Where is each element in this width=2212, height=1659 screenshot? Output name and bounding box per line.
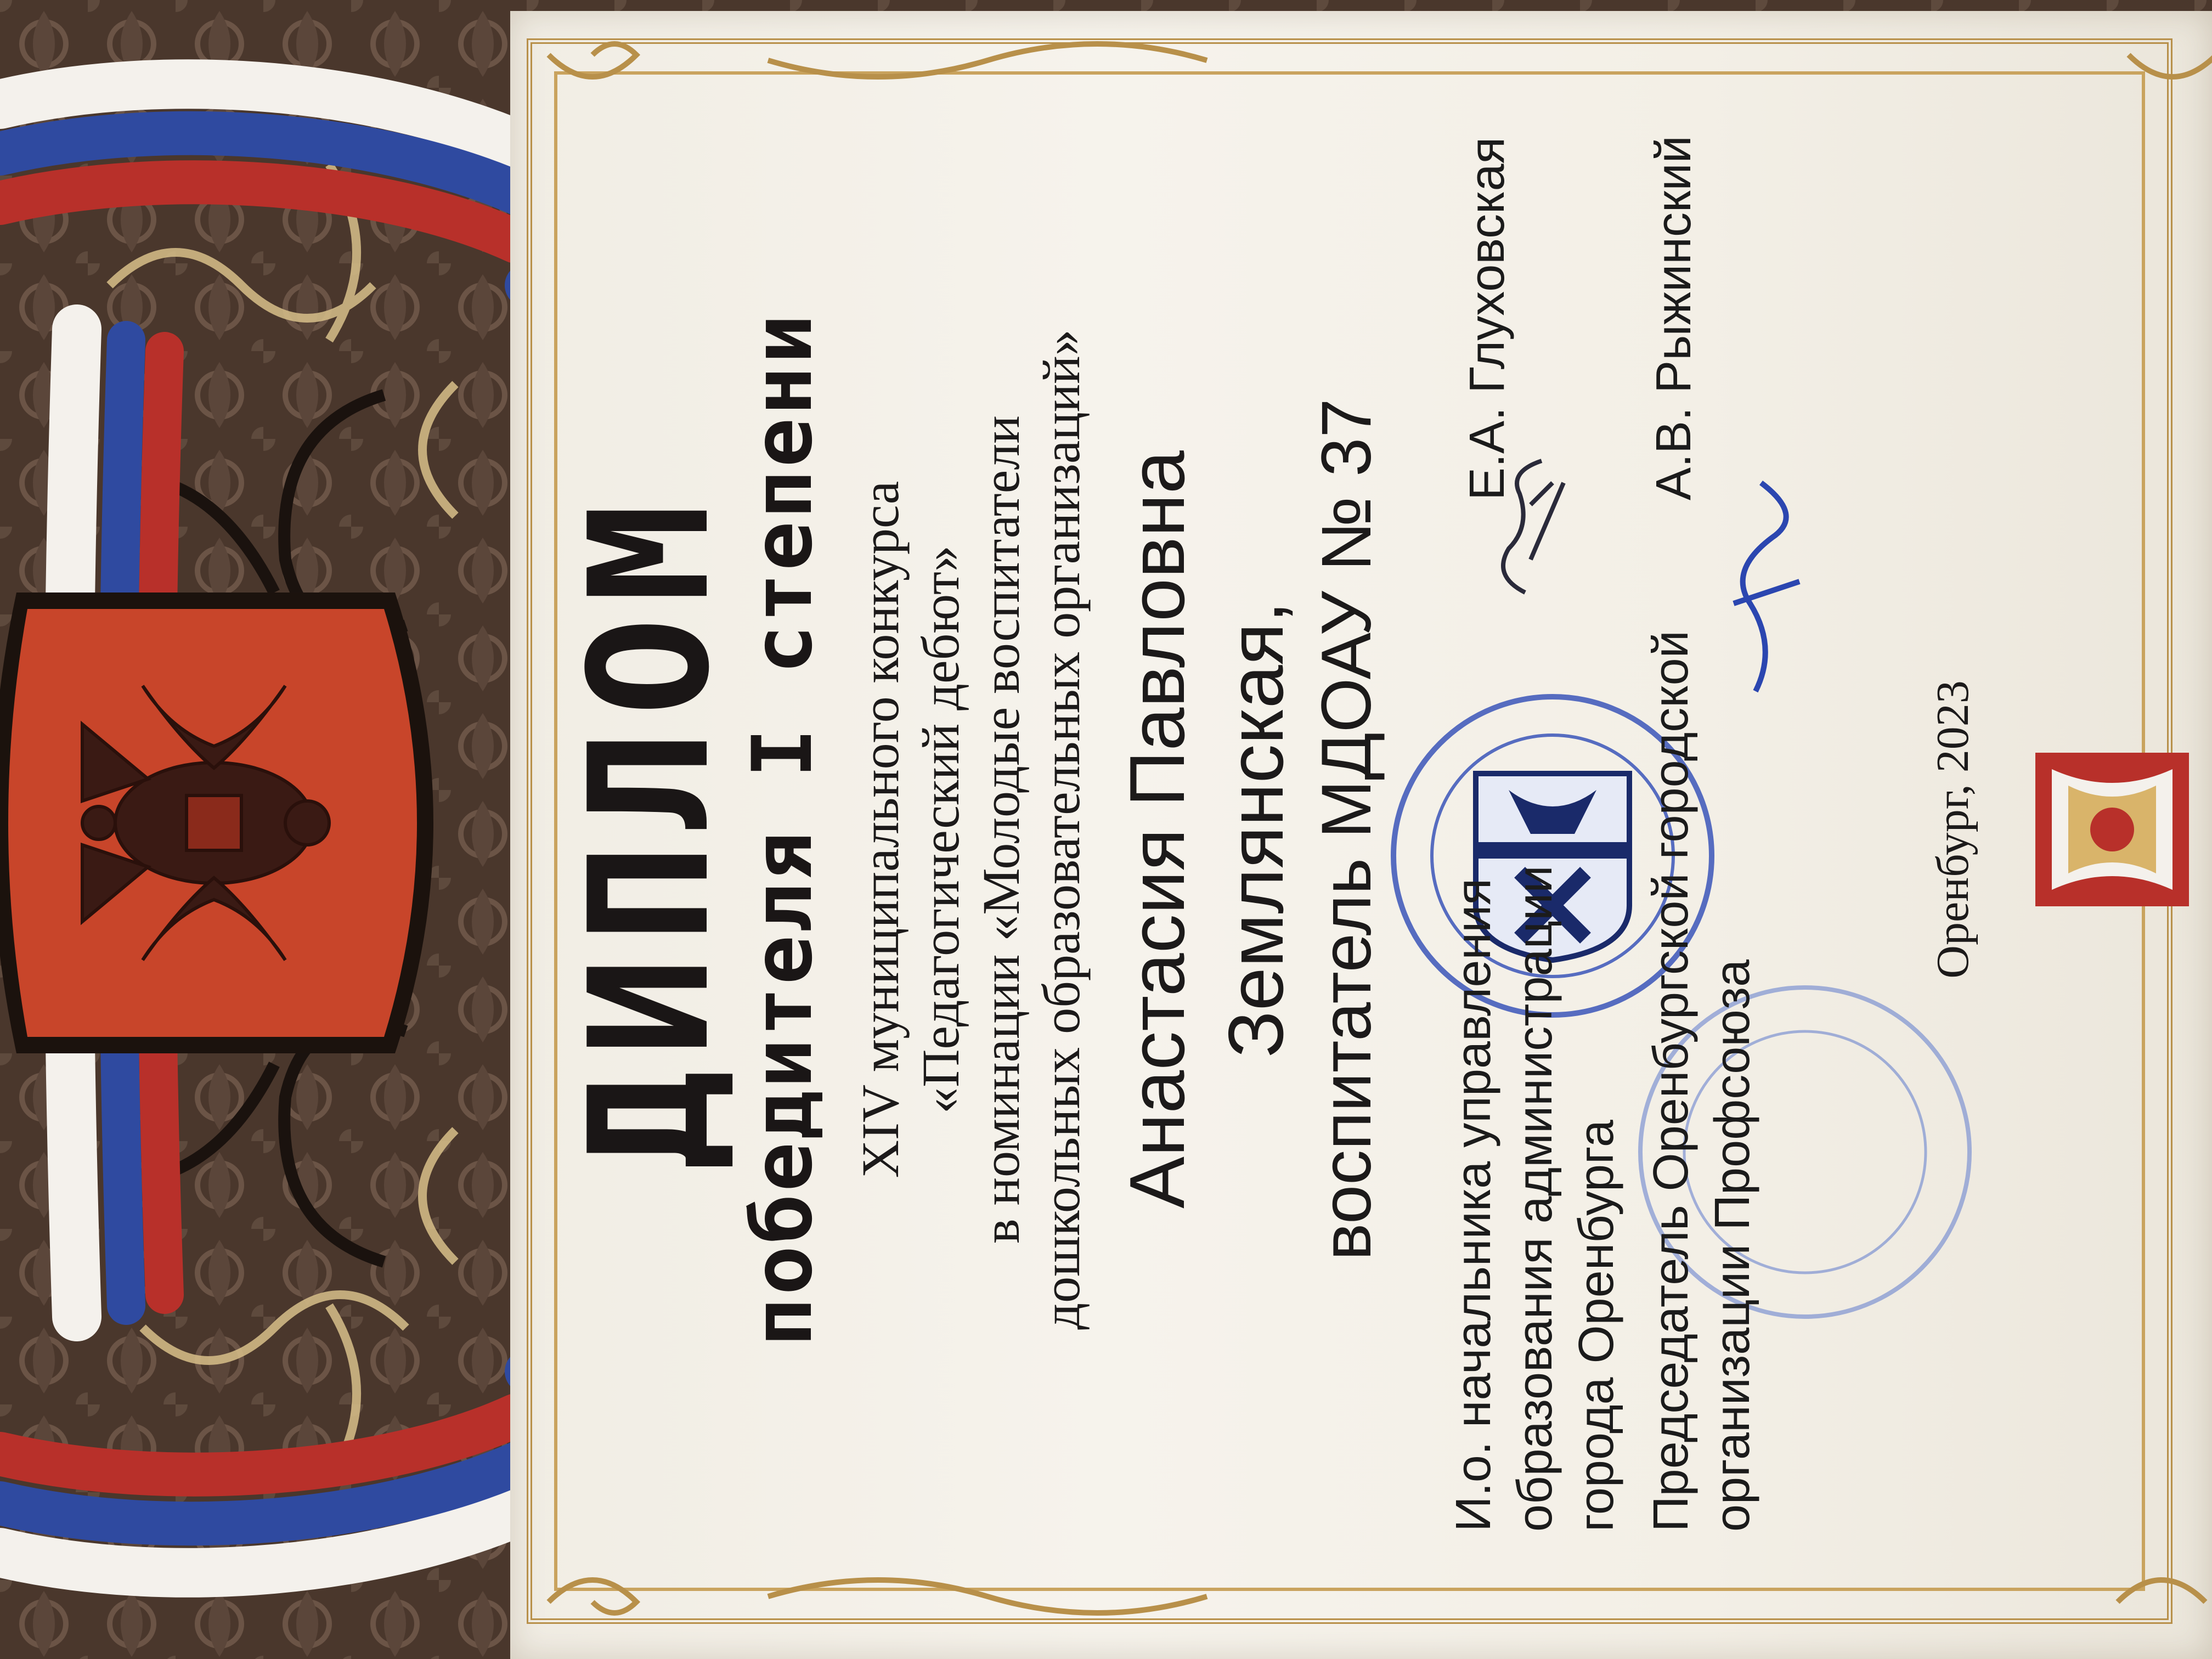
signatory-2-name: А.В. Рыжинский (1646, 136, 1701, 500)
diploma-text-sheet (554, 61, 2156, 1598)
signatory-1-title-2: образования администрации (1508, 865, 1562, 1532)
signatory-2-title-2: организации Профсоюза (1705, 959, 1760, 1532)
place-and-year: Оренбург, 2023 (1927, 680, 1978, 979)
signatory-2-title-1: Председатель Оренбургской городской (1644, 630, 1699, 1532)
signatory-1-title-3: города Оренбурга (1569, 1120, 1624, 1532)
recipient-name: Анастасия Павловна (1114, 450, 1201, 1209)
contest-line-4: дошкольных образовательных организаций» (1032, 329, 1091, 1330)
recipient-position: воспитатель МДОАУ № 37 (1307, 398, 1386, 1261)
signatory-1-title-1: И.о. начальника управления (1446, 878, 1501, 1532)
signatory-1-name: Е.А. Глуховская (1460, 137, 1515, 500)
diploma-degree: победителя I степени (735, 312, 831, 1347)
contest-line-3: в номинации «Молодые воспитатели (972, 415, 1030, 1244)
contest-line-2: «Педагогический дебют» (911, 545, 970, 1114)
contest-line-1: XIV муниципального конкурса (851, 481, 910, 1178)
diploma-title: ДИПЛОМ (554, 489, 746, 1170)
recipient-surname: Землянская, (1212, 601, 1300, 1058)
